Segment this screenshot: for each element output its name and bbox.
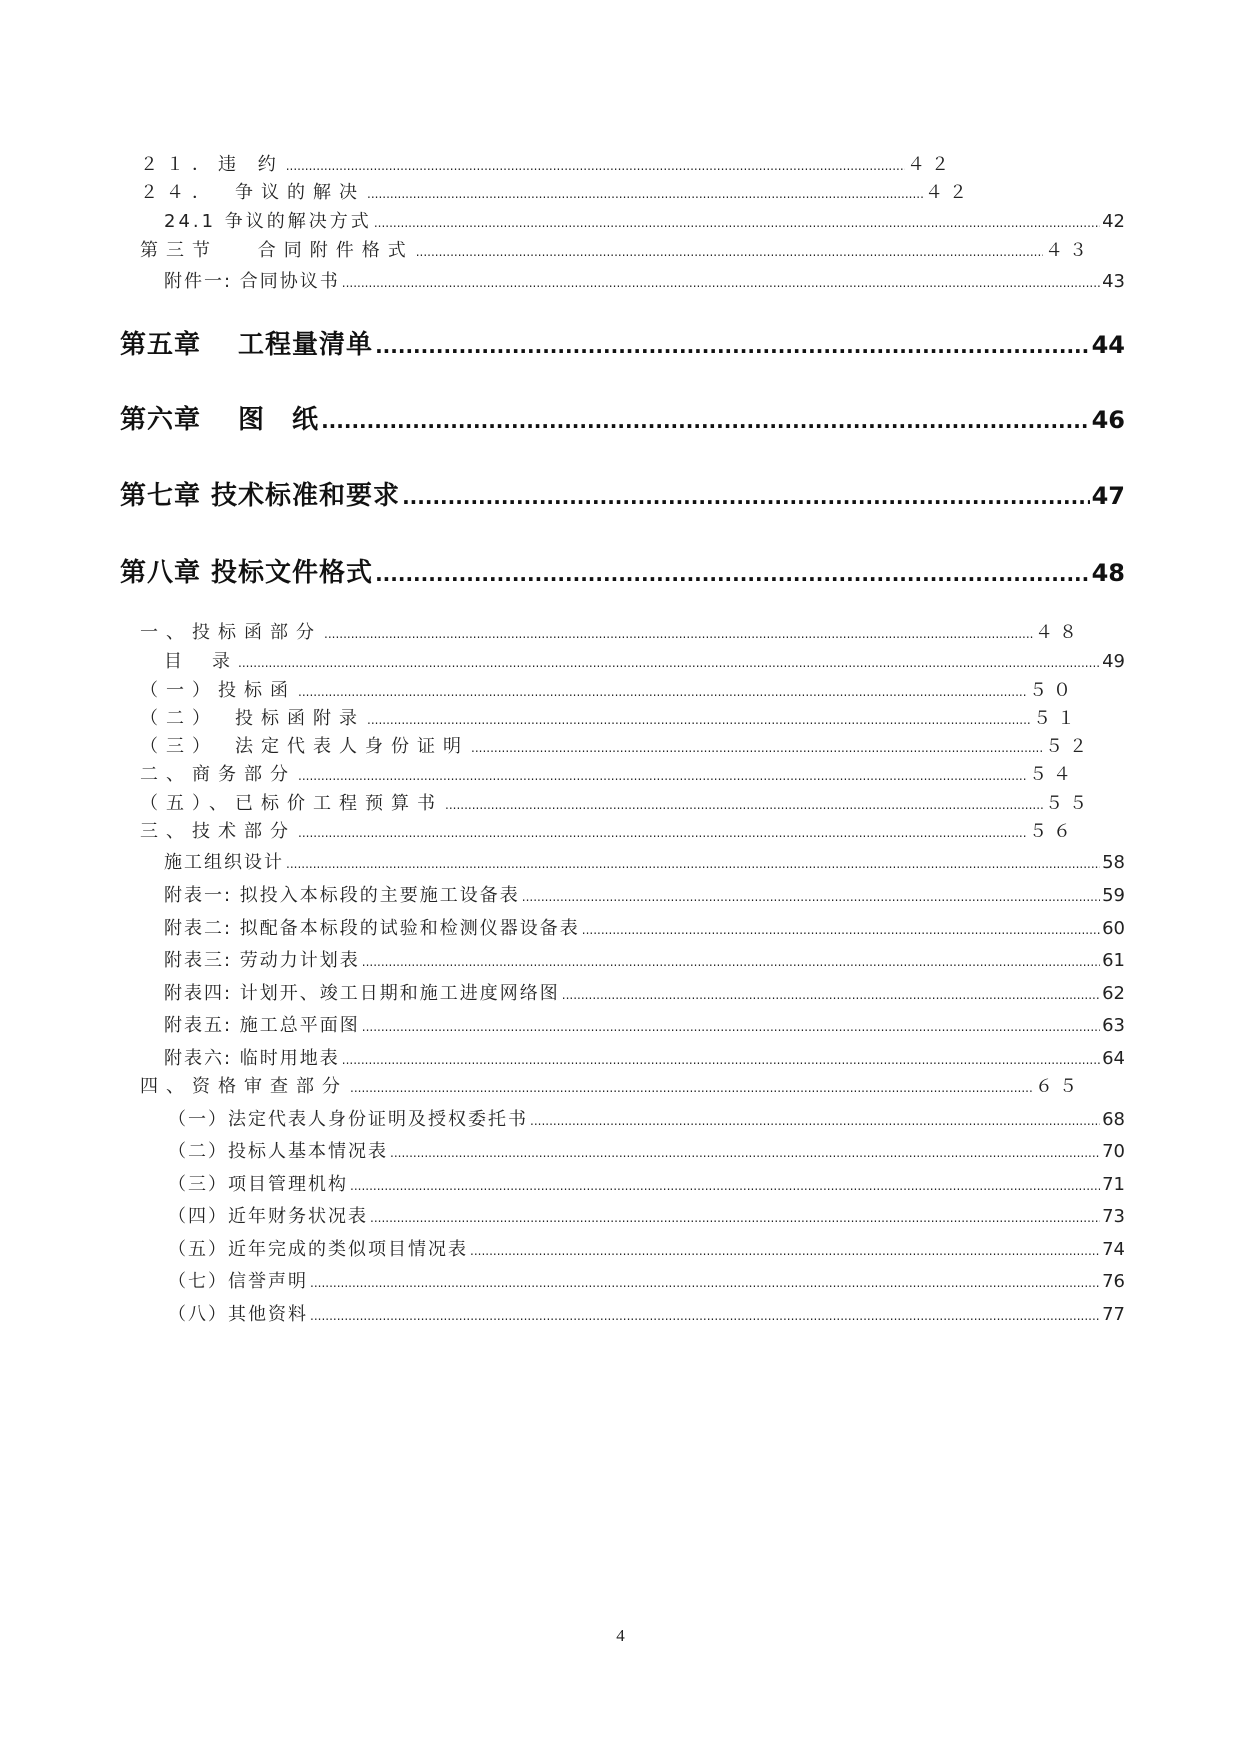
toc-chapter-label: 第五章 工程量清单	[120, 330, 374, 360]
dot-leader	[298, 685, 1027, 699]
toc-entry-page: 49	[1102, 651, 1125, 672]
dot-leader	[324, 627, 1033, 641]
toc-entry-label: ２４． 争议的解决	[140, 182, 365, 203]
dot-leader	[390, 1146, 1100, 1160]
dot-leader	[370, 1211, 1100, 1225]
toc-entry-label: 附表五: 施工总平面图	[164, 1015, 360, 1036]
dot-leader	[374, 216, 1100, 230]
toc-chapter-page: 46	[1091, 406, 1125, 434]
toc-chapter-page: 47	[1091, 482, 1125, 510]
toc-entry-page: ５４	[1029, 764, 1077, 785]
toc-entry[interactable]	[168, 1202, 1125, 1228]
toc-entry[interactable]	[164, 979, 1125, 1005]
toc-entry[interactable]	[140, 704, 1081, 730]
dot-leader	[298, 769, 1027, 783]
toc-entry-page: ４２	[925, 182, 973, 203]
toc-entry-label: 24.1 争议的解决方式	[164, 211, 372, 232]
toc-entry-page: 61	[1102, 950, 1125, 971]
toc-entry[interactable]	[164, 914, 1125, 940]
toc-entry[interactable]	[164, 1044, 1125, 1070]
toc-entry[interactable]	[164, 647, 1125, 673]
toc-entry[interactable]	[140, 1072, 1083, 1098]
toc-entry-label: 二、商务部分	[140, 764, 296, 785]
toc-entry[interactable]	[164, 946, 1125, 972]
toc-entry[interactable]	[164, 848, 1125, 874]
toc-entry-label: （二） 投标函附录	[140, 708, 365, 729]
dot-leader	[367, 187, 923, 201]
toc-entry[interactable]	[140, 789, 1093, 815]
toc-entry-label: 附表一: 拟投入本标段的主要施工设备表	[164, 885, 520, 906]
toc-entry-page: 60	[1102, 918, 1125, 939]
dot-leader	[310, 1309, 1100, 1323]
dot-leader	[522, 890, 1100, 904]
dot-leader	[362, 955, 1100, 969]
dot-leader	[445, 798, 1043, 812]
toc-entry-label: 三、技术部分	[140, 821, 296, 842]
toc-entry-page: ５０	[1029, 680, 1077, 701]
toc-entry-page: ５１	[1033, 708, 1081, 729]
dot-leader	[350, 1081, 1033, 1095]
toc-entry-page: ５６	[1029, 821, 1077, 842]
toc-entry-page: 68	[1102, 1109, 1125, 1130]
toc-entry-page: 74	[1102, 1239, 1125, 1260]
toc-entry-label: 附件一: 合同协议书	[164, 271, 340, 292]
toc-entry-label: 第三节 合同附件格式	[140, 240, 414, 261]
toc-entry[interactable]	[168, 1300, 1125, 1326]
toc-entry-label: 一、投标函部分	[140, 622, 322, 643]
toc-entry-page: 62	[1102, 983, 1125, 1004]
page-number: 4	[616, 1626, 625, 1645]
toc-entry-label: （七）信誉声明	[168, 1271, 308, 1292]
toc-entry-label: ２１．违 约	[140, 154, 284, 175]
toc-entry[interactable]	[168, 1137, 1125, 1163]
toc-entry[interactable]	[164, 881, 1125, 907]
dot-leader	[367, 713, 1031, 727]
toc-entry[interactable]	[168, 1105, 1125, 1131]
toc-chapter-label: 第六章 图 纸	[120, 405, 320, 435]
toc-entry-label: 附表六: 临时用地表	[164, 1048, 340, 1069]
toc-entry-label: （五）、已标价工程预算书	[140, 793, 443, 814]
toc-entry[interactable]	[140, 618, 1083, 644]
toc-entry-page: 58	[1102, 852, 1125, 873]
toc-entry[interactable]	[140, 150, 955, 176]
toc-entry-label: 目 录	[164, 651, 236, 672]
toc-chapter[interactable]	[120, 324, 1125, 364]
dot-leader	[562, 988, 1100, 1002]
toc-entry-page: 42	[1102, 211, 1125, 232]
toc-chapter-label: 第七章 技术标准和要求	[120, 481, 401, 511]
dot-leader	[402, 485, 1090, 509]
dot-leader	[238, 656, 1100, 670]
dot-leader	[375, 334, 1090, 358]
dot-leader	[362, 1020, 1100, 1034]
toc-entry[interactable]	[164, 207, 1125, 233]
toc-entry-label: （一）法定代表人身份证明及授权委托书	[168, 1109, 528, 1130]
toc-entry[interactable]	[140, 732, 1093, 758]
dot-leader	[298, 826, 1027, 840]
dot-leader	[342, 276, 1100, 290]
dot-leader	[470, 1244, 1100, 1258]
toc-entry-page: 63	[1102, 1015, 1125, 1036]
toc-entry[interactable]	[140, 760, 1077, 786]
toc-entry-page: 73	[1102, 1206, 1125, 1227]
toc-entry-page: ６５	[1035, 1076, 1083, 1097]
dot-leader	[342, 1053, 1100, 1067]
toc-chapter-page: 48	[1091, 559, 1125, 587]
toc-entry[interactable]	[140, 178, 973, 204]
dot-leader	[416, 245, 1043, 259]
toc-entry-page: ４２	[907, 154, 955, 175]
toc-entry[interactable]	[164, 267, 1125, 293]
dot-leader	[582, 923, 1100, 937]
toc-entry-label: （三）项目管理机构	[168, 1174, 348, 1195]
dot-leader	[471, 741, 1043, 755]
toc-entry-page: 43	[1102, 271, 1125, 292]
dot-leader	[350, 1179, 1100, 1193]
toc-chapter[interactable]	[120, 399, 1125, 439]
toc-entry-page: 77	[1102, 1304, 1125, 1325]
toc-entry-page: 70	[1102, 1141, 1125, 1162]
dot-leader	[321, 409, 1090, 433]
toc-entry-page: ５２	[1045, 736, 1093, 757]
toc-entry-label: 附表三: 劳动力计划表	[164, 950, 360, 971]
toc-entry[interactable]	[164, 1011, 1125, 1037]
toc-entry-label: 施工组织设计	[164, 852, 284, 873]
toc-chapter[interactable]	[120, 552, 1125, 592]
toc-entry[interactable]	[140, 236, 1093, 262]
toc-entry[interactable]	[168, 1170, 1125, 1196]
toc-entry-label: （二）投标人基本情况表	[168, 1141, 388, 1162]
toc-entry-page: ５５	[1045, 793, 1093, 814]
toc-chapter[interactable]	[120, 475, 1125, 515]
toc-entry-label: （八）其他资料	[168, 1304, 308, 1325]
toc-entry-page: 76	[1102, 1271, 1125, 1292]
toc-entry-label: 四、资格审查部分	[140, 1076, 348, 1097]
toc-chapter-page: 44	[1091, 331, 1125, 359]
toc-entry-label: 附表二: 拟配备本标段的试验和检测仪器设备表	[164, 918, 580, 939]
toc-chapter-label: 第八章 投标文件格式	[120, 558, 374, 588]
toc-entry-label: 附表四: 计划开、竣工日期和施工进度网络图	[164, 983, 560, 1004]
toc-entry[interactable]	[140, 676, 1077, 702]
toc-entry-label: （一）投标函	[140, 680, 296, 701]
toc-entry-page: 71	[1102, 1174, 1125, 1195]
toc-entry-label: （三） 法定代表人身份证明	[140, 736, 469, 757]
dot-leader	[286, 857, 1100, 871]
dot-leader	[375, 562, 1090, 586]
toc-entry[interactable]	[168, 1267, 1125, 1293]
toc-entry-label: （四）近年财务状况表	[168, 1206, 368, 1227]
toc-entry-page: 64	[1102, 1048, 1125, 1069]
toc-entry[interactable]	[140, 817, 1077, 843]
toc-entry-page: 59	[1102, 885, 1125, 906]
dot-leader	[286, 159, 905, 173]
toc-entry-page: ４３	[1045, 240, 1093, 261]
toc-entry[interactable]	[168, 1235, 1125, 1261]
toc-entry-label: （五）近年完成的类似项目情况表	[168, 1239, 468, 1260]
dot-leader	[530, 1114, 1100, 1128]
toc-entry-page: ４８	[1035, 622, 1083, 643]
dot-leader	[310, 1276, 1100, 1290]
